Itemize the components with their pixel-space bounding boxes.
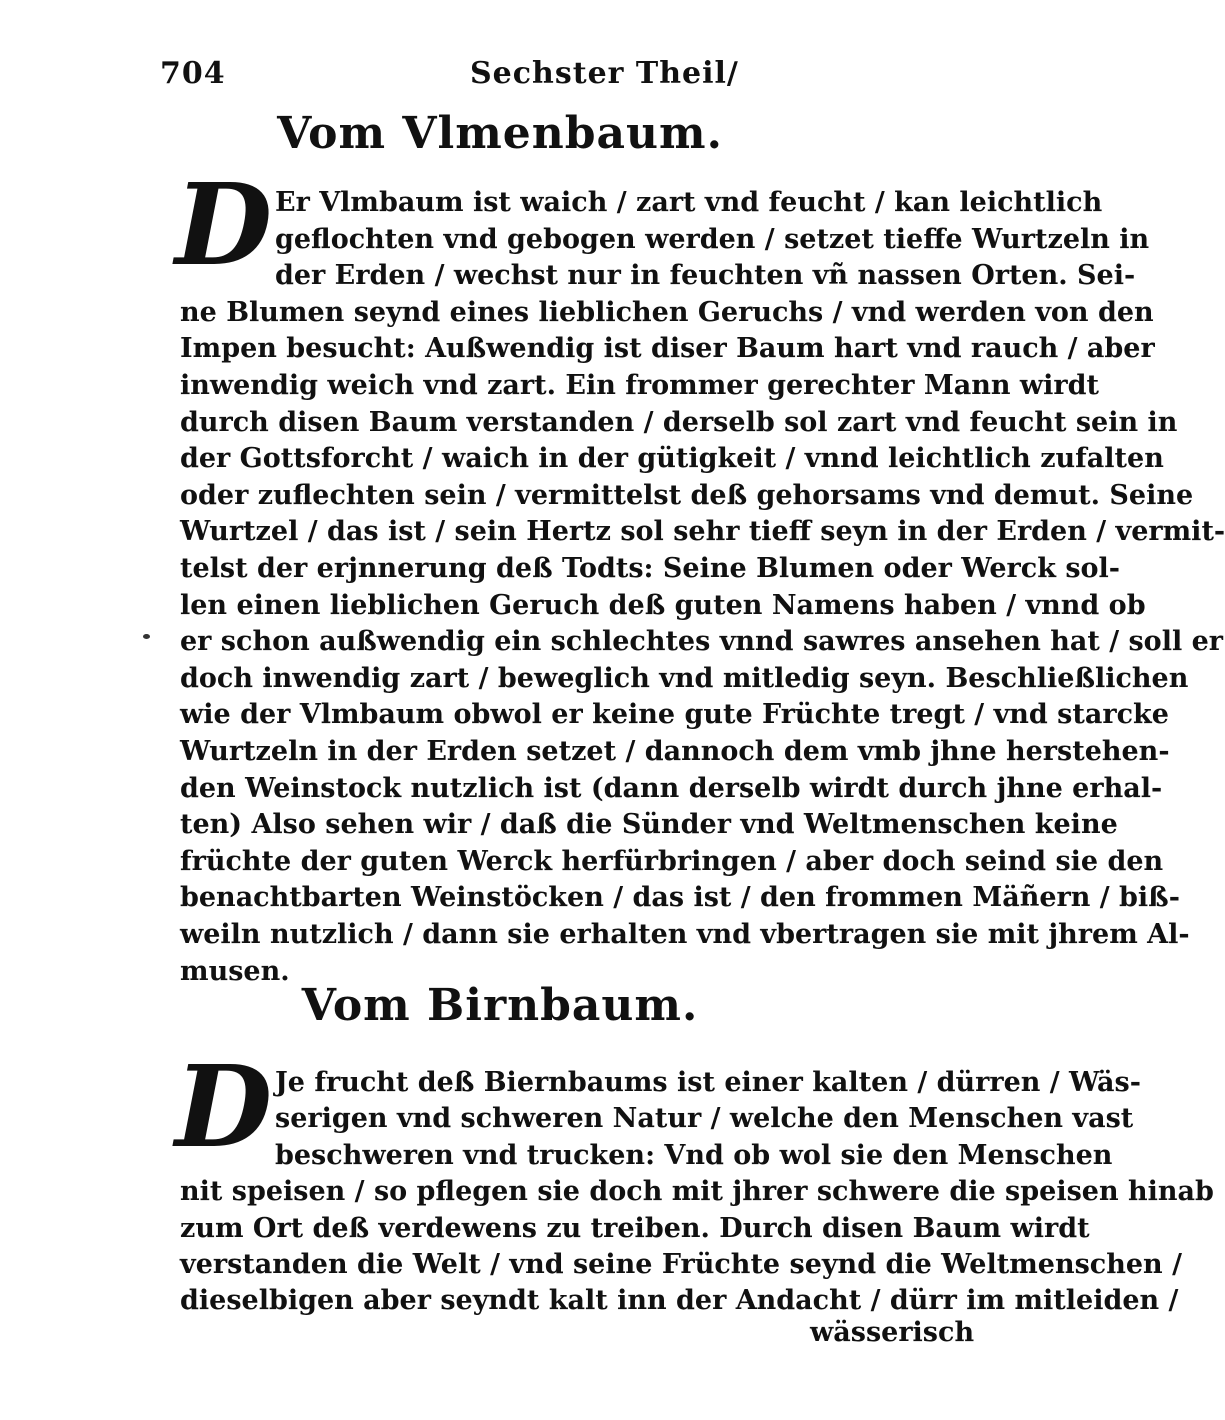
text-line: inwendig weich vnd zart. Ein frommer gerechter Mann wirdt [180, 370, 1100, 401]
section-title-pear: Vom Birnbaum. [301, 980, 699, 1031]
text-line: Er Vlmbaum ist waich / zart vnd feucht / kan leichtlich [275, 187, 1103, 218]
text-line: serigen vnd schweren Natur / welche den Menschen vast [275, 1103, 1134, 1135]
catchword: wässerisch [810, 1317, 975, 1348]
text-line: nit speisen / so pflegen sie doch mit jhrer schwere die speisen hinab [180, 1176, 1214, 1208]
decorated-initial-d: D [175, 160, 273, 291]
text-line: oder zuflechten sein / vermittelst deß gehorsams vnd demut. Seine [180, 479, 1194, 511]
text-line: Je frucht deß Biernbaums ist einer kalten / dürren / Wäs- [275, 1067, 1141, 1098]
text-line: den Weinstock nutzlich ist (dann derselb wirdt durch jhne erhal- [180, 772, 1163, 804]
text-line: Impen besucht: Außwendig ist diser Baum hart vnd rauch / aber [180, 333, 1155, 365]
text-line: telst der erjnnerung deß Todts: Seine Blumen oder Werck sol- [180, 553, 1120, 584]
section-title-elm: Vom Vlmenbaum. [277, 108, 723, 159]
running-head: Sechster Theil/ [470, 56, 739, 91]
text-line: geflochten vnd gebogen werden / setzet tieffe Wurtzeln in [275, 223, 1150, 255]
text-line: ten) Also sehen wir / daß die Sünder vnd Weltmenschen keine [180, 809, 1118, 841]
ink-speck [143, 634, 150, 639]
text-line: durch disen Baum verstanden / derselb sol zart vnd feucht sein in [180, 406, 1178, 438]
text-line: er schon außwendig ein schlechtes vnnd sawres ansehen hat / soll er [180, 626, 1224, 658]
text-line: Wurtzel / das ist / sein Hertz sol sehr tieff seyn in der Erden / vermit- [180, 516, 1225, 548]
text-line: beschweren vnd trucken: Vnd ob wol sie den Menschen [275, 1139, 1113, 1171]
text-line: weiln nutzlich / dann sie erhalten vnd vbertragen sie mit jhrem Al- [180, 919, 1190, 950]
text-line: ne Blumen seynd eines lieblichen Geruchs / vnd werden von den [180, 296, 1154, 328]
text-line: musen. [180, 955, 290, 987]
text-line: wie der Vlmbaum obwol er keine gute Früchte tregt / vnd starcke [180, 699, 1169, 731]
page-number: 704 [160, 56, 226, 91]
text-line: zum Ort deß verdewens zu treiben. Durch disen Baum wirdt [180, 1212, 1090, 1244]
text-line: doch inwendig zart / beweglich vnd mitledig seyn. Beschließlichen [180, 662, 1189, 694]
text-line: Wurtzeln in der Erden setzet / dannoch dem vmb jhne herstehen- [180, 736, 1170, 767]
text-line: verstanden die Welt / vnd seine Früchte seynd die Weltmenschen / [180, 1249, 1182, 1280]
text-line: der Erden / wechst nur in feuchten vñ nassen Orten. Sei- [275, 260, 1136, 292]
text-line: dieselbigen aber seyndt kalt inn der Andacht / dürr im mitleiden / [180, 1285, 1179, 1317]
decorated-initial-d: D [175, 1042, 273, 1173]
text-line: der Gottsforcht / waich in der gütigkeit / vnnd leichtlich zufalten [180, 443, 1164, 475]
text-line: benachtbarten Weinstöcken / das ist / den frommen Mäñern / biß- [180, 882, 1180, 914]
text-line: früchte der guten Werck herfürbringen / aber doch seind sie den [180, 845, 1164, 877]
text-line: len einen lieblichen Geruch deß guten Namens haben / vnnd ob [180, 589, 1146, 621]
